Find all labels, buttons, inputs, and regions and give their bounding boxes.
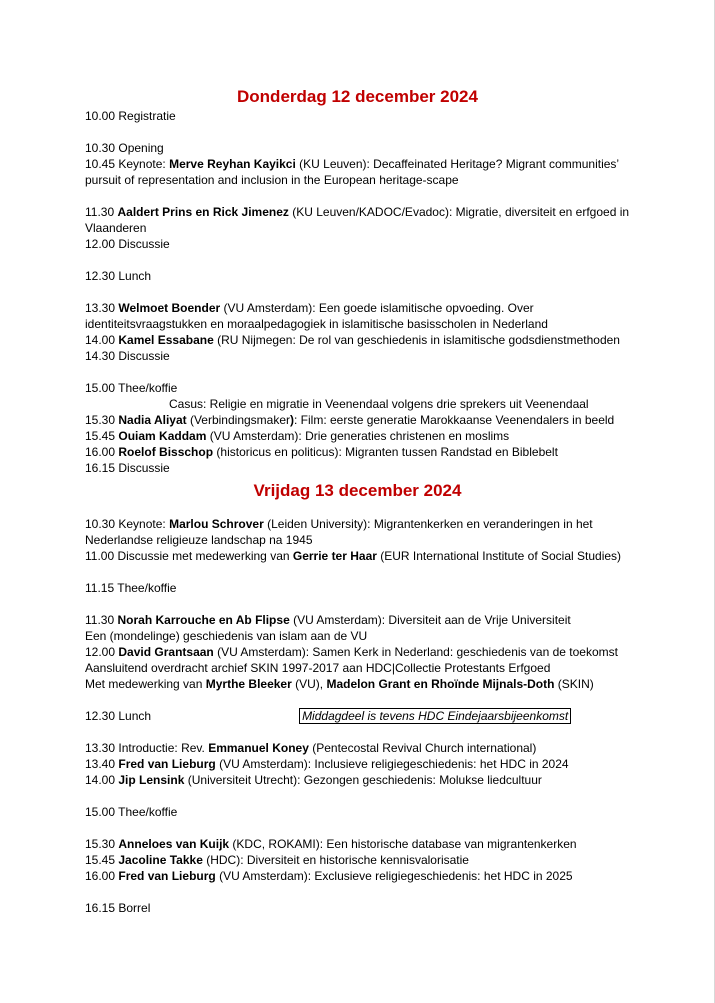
line-text: 11.15 Thee/koffie: [85, 581, 177, 595]
blank-line: [85, 364, 645, 380]
line-text: Een (mondelinge) geschiedenis van islam aan de VU: [85, 629, 368, 643]
line-description: (KDC, ROKAMI): Een historische database van migrantenkerken: [229, 837, 577, 851]
line-description: : Film: eerste generatie Marokkaanse Veenendalers in beeld: [294, 413, 615, 427]
speaker-name: Jacoline Takke: [118, 853, 203, 867]
line-text: Vlaanderen: [85, 221, 147, 235]
line-text: identiteitsvraagstukken en moraalpedagogiek in islamitische basisscholen in Nederland: [85, 317, 548, 331]
blank-line: [85, 820, 645, 836]
line-text: 10.00 Registratie: [85, 109, 176, 123]
line-description: (VU Amsterdam): Exclusieve religiegeschiedenis: het HDC in 2025: [215, 869, 573, 883]
note-box: Middagdeel is tevens HDC Eindejaarsbijeenkomst: [299, 708, 571, 724]
line-time: 11.00 Discussie met medewerking van: [85, 549, 293, 563]
line-description: (SKIN): [554, 677, 594, 691]
line-text: 14.30 Discussie: [85, 349, 170, 363]
line-text: 12.30 Lunch: [85, 709, 152, 723]
line-time: 16.00: [85, 869, 119, 883]
blank-line: [85, 124, 645, 140]
blank-line: [85, 284, 645, 300]
line-description: (KU Leuven/KADOC/Evadoc): Migratie, diversiteit en erfgoed in: [288, 205, 630, 219]
schedule-line: [85, 676, 645, 692]
schedule-line: [85, 380, 645, 396]
speaker-name: Merve Reyhan Kayikci: [169, 157, 296, 171]
line-time: 10.45 Keynote:: [85, 157, 170, 171]
blank-line: [85, 884, 645, 900]
speaker-name: David Grantsaan: [118, 645, 214, 659]
line-text: 16.15 Discussie: [85, 461, 170, 475]
line-time: 13.30 Introductie: Rev.: [85, 741, 209, 755]
schedule-line: [85, 300, 645, 316]
blank-line: [85, 724, 645, 740]
line-description: (RU Nijmegen: De rol van geschiedenis in islamitische godsdienstmethoden: [213, 333, 620, 347]
line-time: 11.30: [85, 205, 118, 219]
speaker-name: Norah Karrouche en Ab Flipse: [117, 613, 290, 627]
blank-line: [85, 252, 645, 268]
schedule-line: [85, 332, 645, 348]
line-text: Aansluitend overdracht archief SKIN 1997-2017 aan HDC|Collectie Protestants Erfgoed: [85, 661, 551, 675]
line-time: 12.00: [85, 645, 119, 659]
schedule-line: [85, 628, 645, 644]
schedule-line: [85, 900, 645, 916]
speaker-name: Nadia Aliyat: [118, 413, 187, 427]
schedule-line: [85, 268, 645, 284]
schedule-line: [85, 740, 645, 756]
speaker-name: Emmanuel Koney: [208, 741, 309, 755]
schedule-line: [85, 396, 645, 412]
line-time: 15.30: [85, 837, 119, 851]
blank-line: [85, 188, 645, 204]
speaker-name: Madelon Grant en Rhoïnde Mijnals-Doth: [326, 677, 555, 691]
schedule-line: [85, 460, 645, 476]
line-text: 10.30 Opening: [85, 141, 164, 155]
line-description: (historicus en politicus): Migranten tussen Randstad en Biblebelt: [213, 445, 558, 459]
schedule-line: [85, 316, 645, 332]
schedule-line: [85, 852, 645, 868]
speaker-name: Welmoet Boender: [118, 301, 221, 315]
line-text: 12.00 Discussie: [85, 237, 170, 251]
line-time: 15.45: [85, 429, 119, 443]
line-text: Nederlandse religieuze landschap na 1945: [85, 533, 313, 547]
line-description: (VU),: [291, 677, 327, 691]
line-description: (Leiden University): Migrantenkerken en veranderingen in het: [263, 517, 593, 531]
day1-schedule: [85, 108, 645, 476]
line-text: 12.30 Lunch: [85, 269, 152, 283]
schedule-line: [85, 236, 645, 252]
line-description: (KU Leuven): Decaffeinated Heritage? Migrant communities’: [295, 157, 620, 171]
line-time: 15.45: [85, 853, 119, 867]
line-description: (Verbindingsmaker: [186, 413, 291, 427]
speaker-name: Fred van Lieburg: [118, 869, 216, 883]
speaker-name: Ouiam Kaddam: [118, 429, 207, 443]
day2-title: Vrijdag 13 december 2024: [253, 481, 462, 500]
speaker-name: Marlou Schrover: [169, 517, 264, 531]
schedule-line: [85, 580, 645, 596]
speaker-name: Kamel Essabane: [118, 333, 214, 347]
blank-line: [85, 596, 645, 612]
line-description: (EUR International Institute of Social Studies): [376, 549, 622, 563]
speaker-name: Jip Lensink: [118, 773, 185, 787]
speaker-name: Myrthe Bleeker: [205, 677, 292, 691]
day2-schedule: [85, 516, 645, 916]
speaker-name: Gerrie ter Haar: [292, 549, 377, 563]
line-description: (Pentecostal Revival Church international): [308, 741, 537, 755]
schedule-line: [85, 140, 645, 156]
schedule-line: [85, 516, 645, 532]
line-time: 11.30: [85, 613, 118, 627]
schedule-line: [85, 708, 645, 724]
line-time: 14.00: [85, 333, 119, 347]
blank-line: [85, 788, 645, 804]
line-text: 15.00 Thee/koffie: [85, 805, 178, 819]
schedule-line: [85, 204, 645, 220]
schedule-line: [85, 644, 645, 660]
line-text: 16.15 Borrel: [85, 901, 151, 915]
speaker-name: Fred van Lieburg: [118, 757, 216, 771]
schedule-line: [85, 156, 645, 172]
schedule-line: [85, 548, 645, 564]
schedule-line: [85, 868, 645, 884]
schedule-line: [85, 172, 645, 188]
day1-title: Donderdag 12 december 2024: [237, 87, 478, 106]
schedule-line: [85, 756, 645, 772]
schedule-line: [85, 532, 645, 548]
line-description: (VU Amsterdam): Een goede islamitische opvoeding. Over: [220, 301, 534, 315]
line-time: Met medewerking van: [85, 677, 206, 691]
line-time: 15.30: [85, 413, 119, 427]
blank-line: [85, 564, 645, 580]
schedule-line: [85, 348, 645, 364]
line-description: (VU Amsterdam): Drie generaties christenen en moslims: [206, 429, 510, 443]
speaker-name: ): [290, 413, 295, 427]
schedule-line: [85, 660, 645, 676]
line-time: 13.30: [85, 301, 119, 315]
schedule-line: [85, 428, 645, 444]
line-text: Casus: Religie en migratie in Veenendaal volgens drie sprekers uit Veenendaal: [169, 397, 589, 411]
schedule-line: [85, 804, 645, 820]
schedule-line: [85, 220, 645, 236]
blank-line: [85, 692, 645, 708]
line-text: 15.00 Thee/koffie: [85, 381, 178, 395]
speaker-name: Aaldert Prins en Rick Jimenez: [117, 205, 289, 219]
schedule-line: [85, 108, 645, 124]
line-description: (VU Amsterdam): Diversiteit aan de Vrije Universiteit: [289, 613, 571, 627]
schedule-line: [85, 412, 645, 428]
line-description: (VU Amsterdam): Samen Kerk in Nederland: geschiedenis van de toekomst: [213, 645, 618, 659]
schedule-line: [85, 836, 645, 852]
line-description: (HDC): Diversiteit en historische kennisvalorisatie: [202, 853, 469, 867]
line-time: 10.30 Keynote:: [85, 517, 170, 531]
schedule-line: [85, 444, 645, 460]
line-description: (VU Amsterdam): Inclusieve religiegeschiedenis: het HDC in 2024: [215, 757, 569, 771]
line-time: 16.00: [85, 445, 119, 459]
line-description: (Universiteit Utrecht): Gezongen geschiedenis: Molukse liedcultuur: [184, 773, 542, 787]
schedule-line: [85, 612, 645, 628]
speaker-name: Roelof Bisschop: [118, 445, 214, 459]
schedule-line: [85, 772, 645, 788]
line-time: 13.40: [85, 757, 119, 771]
line-text: pursuit of representation and inclusion in the European heritage-scape: [85, 173, 459, 187]
line-time: 14.00: [85, 773, 119, 787]
speaker-name: Anneloes van Kuijk: [118, 837, 230, 851]
